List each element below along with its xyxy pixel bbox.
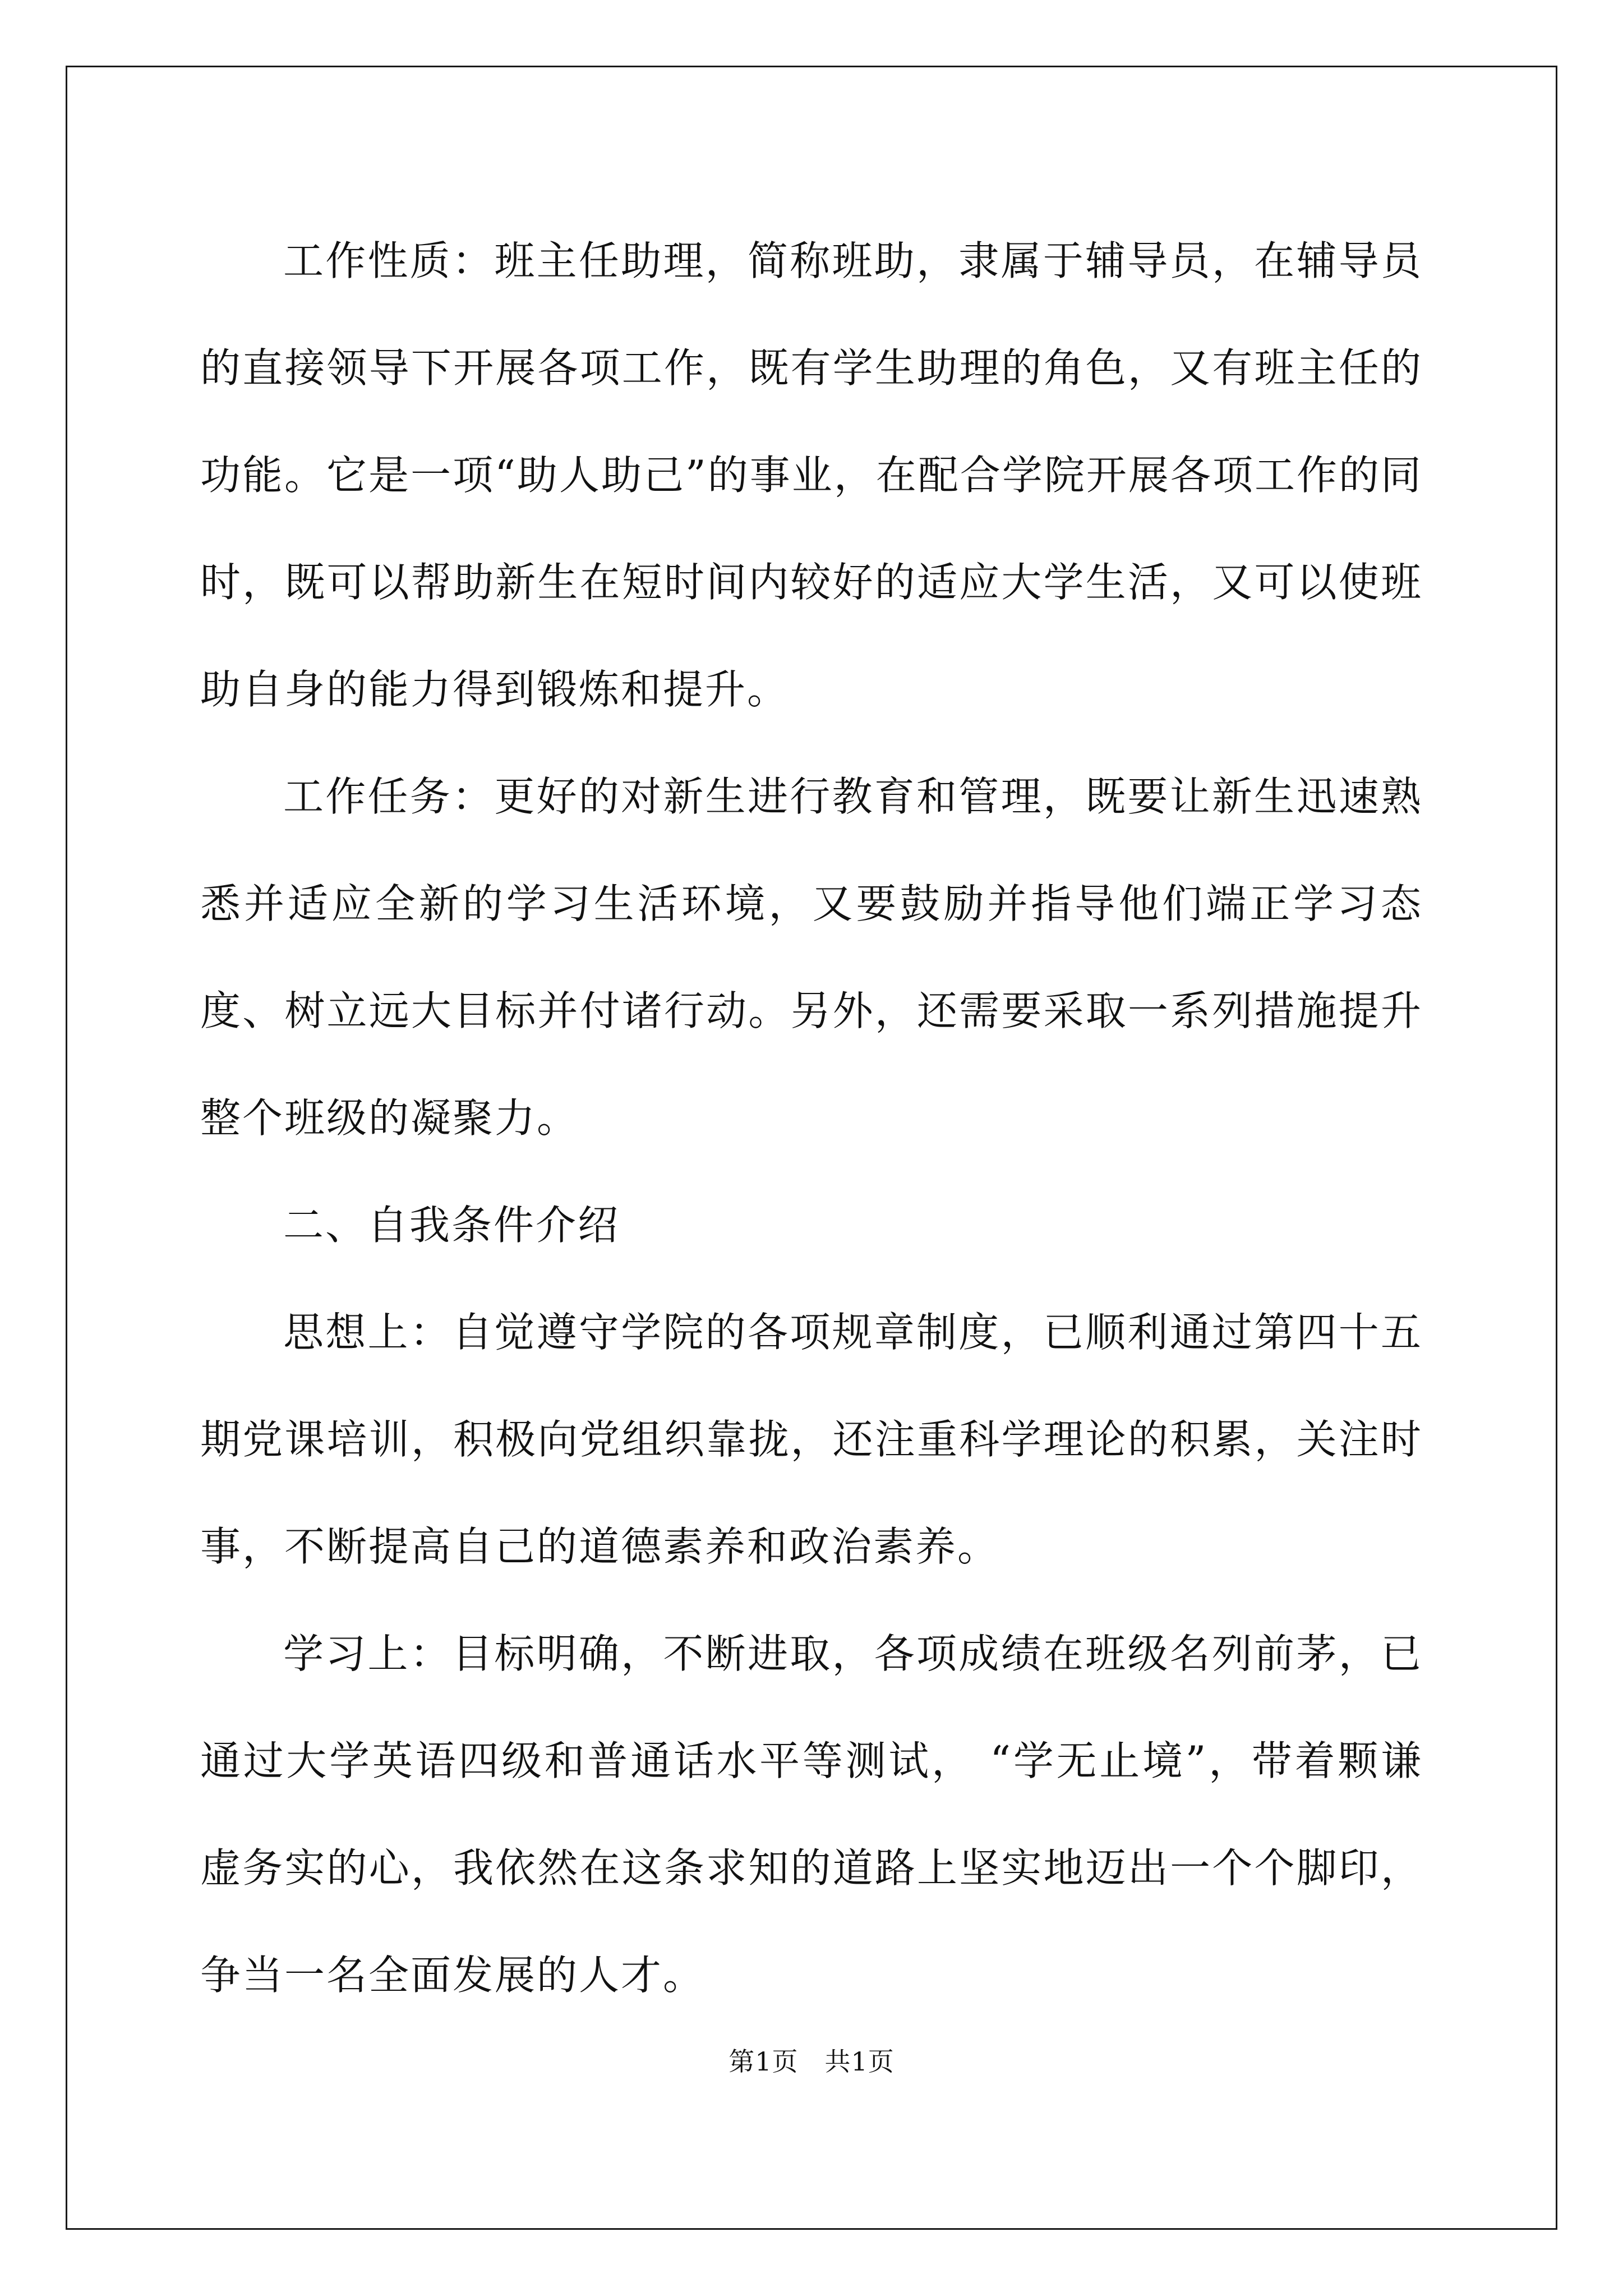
paragraph-study: 学习上：目标明确，不断进取，各项成绩在班级名列前茅，已通过大学英语四级和普通话水平等测试， “学无止境”，带着颗谦虚务实的心，我依然在这条求知的道路上坚实地迈出一个个脚印，争当一名全面发展的人才。 [200, 1630, 1423, 1999]
paragraph-ideology: 思想上：自觉遵守学院的各项规章制度，已顺利通过第四十五期党课培训，积极向党组织靠拢，还注重科学理论的积累，关注时事，不断提高自己的道德素养和政治素养。 [200, 1309, 1423, 1570]
paragraph-work-tasks: 工作任务：更好的对新生进行教育和管理，既要让新生迅速熟悉并适应全新的学习生活环境，又要鼓励并指导他们端正学习态度、树立远大目标并付诸行动。另外，还需要采取一系列措施提升整个班级的凝聚力。 [200, 773, 1423, 1142]
paragraph-work-nature: 工作性质：班主任助理，简称班助，隶属于辅导员，在辅导员的直接领导下开展各项工作，既有学生助理的角色，又有班主任的功能。它是一项“助人助己”的事业，在配合学院开展各项工作的同时，既可以帮助新生在短时间内较好的适应大学生活，又可以使班助自身的能力得到锻炼和提升。 [200, 237, 1423, 713]
page-number-footer: 第1页 共1页 [728, 2046, 895, 2077]
document-body [200, 208, 1423, 2029]
section-heading-self-introduction: 二、自我条件介绍 [283, 1202, 620, 1249]
